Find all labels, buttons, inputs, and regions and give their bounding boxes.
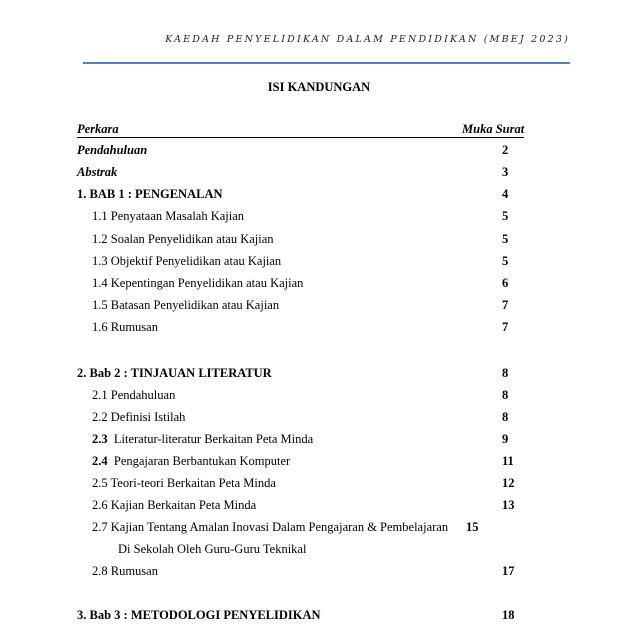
toc-entry-title: 2.7 Kajian Tentang Amalan Inovasi Dalam Pengajaran & Pembelajaran (92, 520, 449, 534)
toc-entry (0, 209, 638, 227)
toc-entry-page: 12 (502, 476, 515, 490)
toc-entry (0, 320, 638, 338)
toc-entry-page: 8 (502, 388, 509, 402)
toc-entry-title: 3. Bab 3 : METODOLOGI PENYELIDIKAN (77, 608, 321, 622)
toc-entry-title: 2. Bab 2 : TINJAUAN LITERATUR (77, 366, 272, 380)
toc-entry-page: 17 (502, 564, 515, 578)
toc-entry-page: 13 (502, 498, 515, 512)
toc-entry-title: 1.4 Kepentingan Penyelidikan atau Kajian (92, 276, 304, 290)
toc-entry-number: 2.4 (92, 454, 108, 468)
toc-entry-page: 11 (502, 454, 514, 468)
toc-entry-title: 1.5 Batasan Penyelidikan atau Kajian (92, 298, 280, 312)
toc-entry (0, 254, 638, 272)
column-section-label: Perkara (77, 122, 477, 138)
toc-entry-title: 2.2 Definisi Istilah (92, 410, 186, 424)
toc-entry-page: 2 (502, 143, 509, 157)
toc-entry (0, 143, 638, 161)
toc-entry-title: 2.1 Pendahuluan (92, 388, 176, 402)
toc-entry-page: 3 (502, 165, 509, 179)
toc-entry (0, 276, 638, 294)
toc-entry (0, 608, 638, 626)
toc-entry-title: 2.5 Teori-teori Berkaitan Peta Minda (92, 476, 276, 490)
column-page-label: Muka Surat (462, 122, 525, 136)
header-rule (83, 62, 570, 64)
toc-entry-title: Di Sekolah Oleh Guru-Guru Teknikal (118, 542, 307, 556)
toc-entry-title: 1.6 Rumusan (92, 320, 158, 334)
toc-entry-continuation (0, 542, 638, 560)
toc-entry-page: 15 (466, 520, 479, 534)
toc-entry-page: 18 (502, 608, 515, 622)
toc-entry-page: 8 (502, 366, 509, 380)
toc-entry-title: Abstrak (77, 165, 118, 179)
toc-entry-title: Pendahuluan (77, 143, 148, 157)
toc-entry-text: Pengajaran Berbantukan Komputer (107, 454, 291, 468)
toc-entry-title: 1. BAB 1 : PENGENALAN (77, 187, 223, 201)
toc-entry-page: 5 (502, 209, 509, 223)
toc-entry-page: 7 (502, 320, 509, 334)
toc-entry-page: 7 (502, 298, 509, 312)
toc-entry (0, 165, 638, 183)
toc-entry-page: 4 (502, 187, 509, 201)
toc-entry-page: 8 (502, 410, 509, 424)
toc-entry-page: 5 (502, 232, 509, 246)
toc-entry (0, 410, 638, 428)
toc-entry-text: Literatur-literatur Berkaitan Peta Minda (107, 432, 314, 446)
toc-entry-page: 9 (502, 432, 509, 446)
toc-entry (0, 232, 638, 250)
toc-entry-title: 1.2 Soalan Penyelidikan atau Kajian (92, 232, 274, 246)
toc-entry (0, 476, 638, 494)
toc-entry-title: 1.1 Penyataan Masalah Kajian (92, 209, 245, 223)
toc-entry-title (92, 454, 290, 469)
toc-entry-title: 1.3 Objektif Penyelidikan atau Kajian (92, 254, 282, 268)
toc-entry-title (92, 432, 313, 447)
toc-entry (0, 520, 638, 538)
toc-entry (0, 564, 638, 582)
toc-column-header (0, 122, 638, 140)
toc-entry (0, 498, 638, 516)
running-header: KAEDAH PENYELIDIKAN DALAM PENDIDIKAN (MBEJ 2023) (165, 34, 570, 45)
toc-entry (0, 298, 638, 316)
toc-entry (0, 388, 638, 406)
toc-entry-title: 2.6 Kajian Berkaitan Peta Minda (92, 498, 257, 512)
toc-entry-page: 6 (502, 276, 509, 290)
toc-entry-page: 5 (502, 254, 509, 268)
toc-entry (0, 454, 638, 472)
toc-entry-number: 2.3 (92, 432, 108, 446)
toc-entry-title: 2.8 Rumusan (92, 564, 158, 578)
page-title: ISI KANDUNGAN (267, 80, 371, 94)
toc-entry (0, 432, 638, 450)
toc-entry (0, 366, 638, 384)
toc-entry (0, 187, 638, 205)
